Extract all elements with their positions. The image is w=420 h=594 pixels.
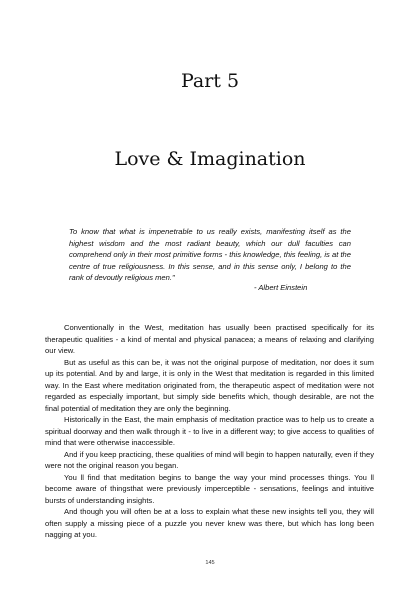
paragraph: And though you will often be at a loss to explain what these new insights tell you, they will often supply a missing piece of a puzzle you never knew was there, but which has long been nagging at you. [45,507,374,539]
paragraph: Conventionally in the West, meditation has usually been practised specifically for its therapeutic qualities - a kind of mental and physical panacea; a means of relaxing and clarifying our view. [45,323,374,355]
paragraph: Historically in the East, the main emphasis of meditation practice was to help us to create a spiritual doorway and then walk through it - to live in a different way; to give access to qualities of mind that were otherwise inaccessible. [45,415,374,447]
epigraph-quote: To know that what is impenetrable to us really exists, manifesting itself as the highest wisdom and the most radiant beauty, which our dull faculties can comprehend only in their most primitive forms - this knowledge, this feeling, is at the centre of true religiousness. In this sense, and in this sense only, I belong to the rank of devoutly religious men." [69,227,351,283]
paragraph: And if you keep practicing, these qualities of mind will begin to happen naturally, even if they were not the original reason you began. [45,449,374,470]
epigraph-author: - Albert Einstein [254,283,308,292]
paragraph: But as useful as this can be, it was not the original purpose of meditation, nor does it sum up its potential. And by and large, it is only in the West that meditation is regarded in this limited way. In the East where meditation originated from, the therapeutic aspect of meditation were not regarded as especially important, but simply side benefits which, though desirable, are not the final potential of meditation they are only the beginning. [45,357,374,413]
page-number: 145 [205,560,215,566]
paragraph: You ll find that meditation begins to bange the way your mind processes things. You ll become aware of thingsthat were previously imperceptible - sensations, feelings and intuitive bursts of understanding insights. [45,472,374,505]
body-text [45,322,374,541]
chapter-title: Love & Imagination [114,148,306,170]
part-title: Part 5 [180,70,240,92]
